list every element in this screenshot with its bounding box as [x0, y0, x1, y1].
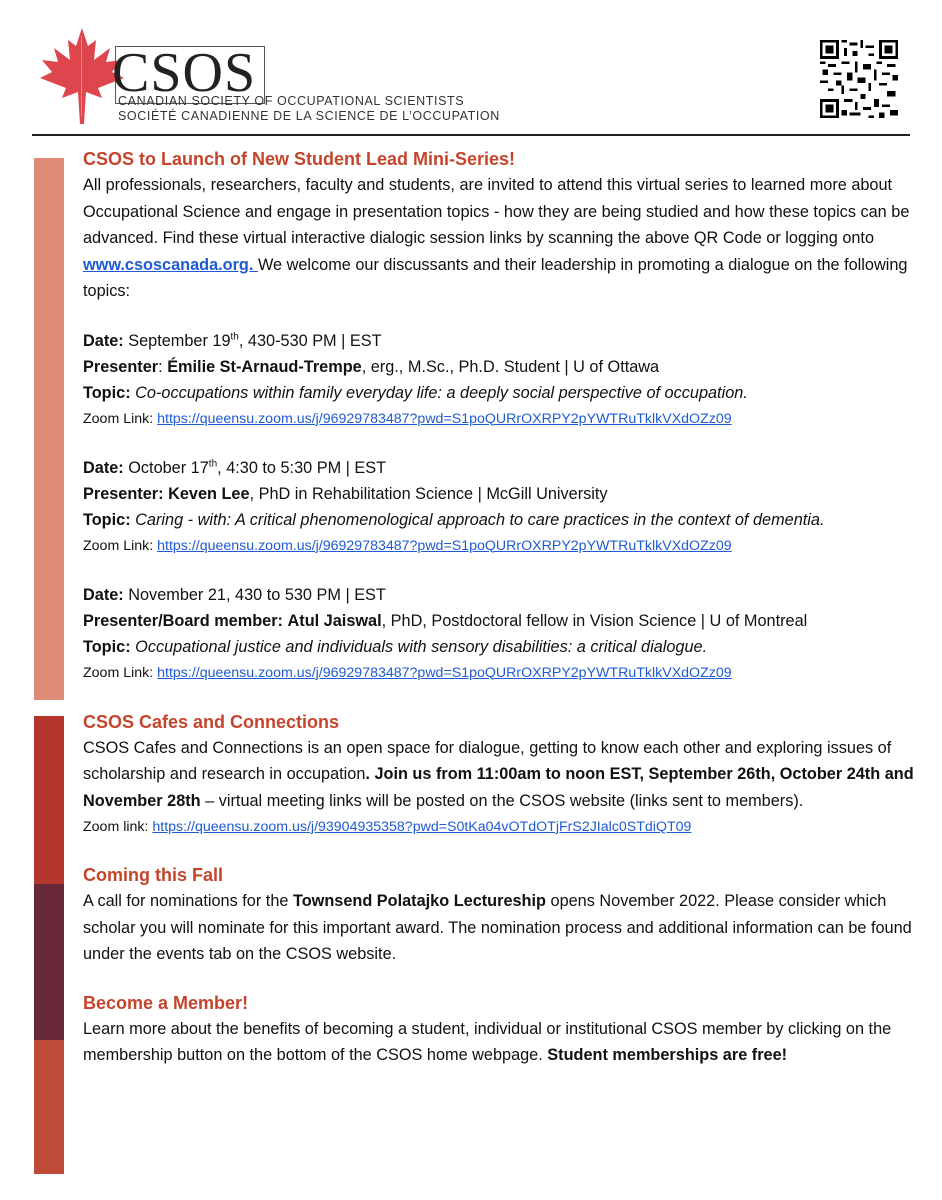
- fall-title: Coming this Fall: [83, 865, 224, 885]
- side-bar-cafes: [34, 716, 64, 884]
- newsletter-content: [83, 146, 923, 1069]
- cafes-section: [83, 709, 923, 841]
- website-link[interactable]: www.csoscanada.org.: [83, 255, 258, 274]
- logo-wordmark: CSOS: [112, 42, 257, 104]
- cafes-text: CSOS Cafes and Connections is an open space for dialogue, getting to know each other and exploring issues of scholarship and research in occupation. Join us from 11:00am to noon EST, September 26th, October 24th and November 28th – virtual meeting links will be posted on the CSOS website (links sent to members).: [83, 738, 914, 810]
- event-presenter: Presenter/Board member: Atul Jaiswal, PhD, Postdoctoral fellow in Vision Science | U of Montreal: [83, 611, 808, 630]
- miniseries-section: [83, 146, 923, 686]
- event-topic: Topic: Caring - with: A critical phenomenological approach to care practices in the context of dementia.: [83, 510, 825, 529]
- side-bar-member: [34, 1040, 64, 1174]
- side-bar-fall: [34, 884, 64, 1040]
- csos-logo: [32, 22, 500, 123]
- org-name-french: SOCIÉTÉ CANADIENNE DE LA SCIENCE DE L’OCCUPATION: [118, 109, 500, 123]
- miniseries-title: CSOS to Launch of New Student Lead Mini-Series!: [83, 149, 516, 169]
- event-presenter: Presenter: Émilie St-Arnaud-Trempe, erg., M.Sc., Ph.D. Student | U of Ottawa: [83, 357, 660, 376]
- side-bar-miniseries: [34, 158, 64, 700]
- event-presenter: Presenter: Keven Lee, PhD in Rehabilitation Science | McGill University: [83, 484, 608, 503]
- member-section: [83, 990, 923, 1069]
- event-1: [83, 328, 923, 432]
- header-divider: [32, 134, 910, 136]
- org-name-english: CANADIAN SOCIETY OF OCCUPATIONAL SCIENTISTS: [118, 94, 465, 108]
- intro-text: All professionals, researchers, faculty and students, are invited to attend this virtual series to learned more about Occupational Science and engage in presentation topics - how they are being studied and how these topics can be advanced. Find these virtual interactive dialogic session links by scanning the above QR Code or logging onto: [83, 176, 910, 247]
- zoom-link[interactable]: https://queensu.zoom.us/j/96929783487?pwd=S1poQURrOXRPY2pYWTRuTklkVXdOZz09: [157, 537, 732, 554]
- intro-text-2: We welcome our discussants and their leadership in promoting a dialogue on the following topics:: [83, 255, 908, 300]
- zoom-link[interactable]: https://queensu.zoom.us/j/93904935358?pwd=S0tKa04vOTdOTjFrS2JIalc0STdiQT09: [152, 819, 692, 835]
- event-date: Date: October 17th, 4:30 to 5:30 PM | EST: [83, 458, 387, 477]
- event-3: [83, 582, 923, 686]
- cafes-title: CSOS Cafes and Connections: [83, 711, 340, 732]
- cafes-zoom: Zoom link: https://queensu.zoom.us/j/93904935358?pwd=S0tKa04vOTdOTjFrS2JIalc0STdiQT09: [83, 819, 692, 835]
- event-2: [83, 455, 923, 559]
- event-zoom: Zoom Link: https://queensu.zoom.us/j/96929783487?pwd=S1poQURrOXRPY2pYWTRuTklkVXdOZz09: [83, 410, 732, 427]
- event-topic: Topic: Co-occupations within family everyday life: a deeply social perspective of occupation.: [83, 383, 748, 402]
- event-zoom: Zoom Link: https://queensu.zoom.us/j/96929783487?pwd=S1poQURrOXRPY2pYWTRuTklkVXdOZz09: [83, 664, 732, 681]
- miniseries-intro: [83, 172, 923, 305]
- qr-code-icon[interactable]: [820, 40, 898, 118]
- event-zoom: Zoom Link: https://queensu.zoom.us/j/96929783487?pwd=S1poQURrOXRPY2pYWTRuTklkVXdOZz09: [83, 537, 732, 554]
- event-date: Date: September 19th, 430-530 PM | EST: [83, 331, 382, 350]
- zoom-link[interactable]: https://queensu.zoom.us/j/96929783487?pwd=S1poQURrOXRPY2pYWTRuTklkVXdOZz09: [157, 664, 732, 681]
- event-date: Date: November 21, 430 to 530 PM | EST: [83, 585, 386, 604]
- fall-text: A call for nominations for the Townsend Polatajko Lectureship opens November 2022. Please consider which scholar you will nominate for this important award. The nomination process and additional information can be found under the events tab on the CSOS website.: [83, 892, 912, 963]
- event-topic: Topic: Occupational justice and individuals with sensory disabilities: a critical dialogue.: [83, 637, 708, 656]
- member-title: Become a Member!: [83, 992, 249, 1013]
- fall-section: [83, 862, 923, 968]
- member-text: Learn more about the benefits of becoming a student, individual or institutional CSOS member by clicking on the membership button on the bottom of the CSOS home webpage. Student memberships are free!: [83, 1019, 892, 1064]
- zoom-link[interactable]: https://queensu.zoom.us/j/96929783487?pwd=S1poQURrOXRPY2pYWTRuTklkVXdOZz09: [157, 410, 732, 427]
